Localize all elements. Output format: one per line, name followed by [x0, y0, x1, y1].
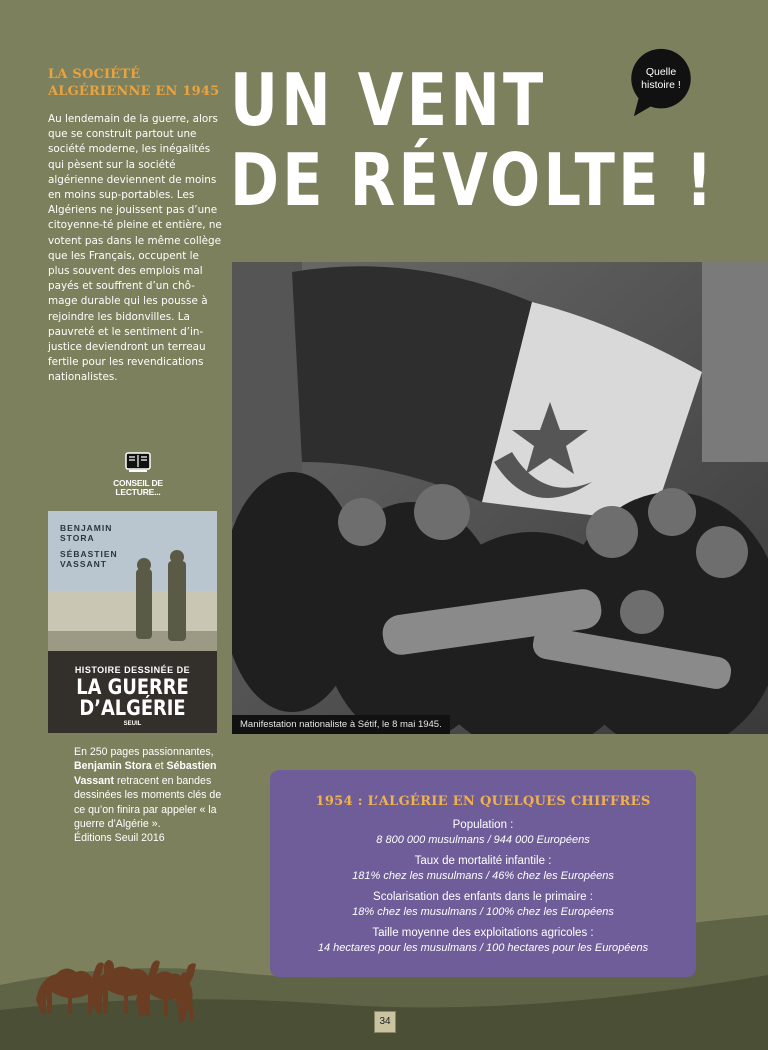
book-edition: Éditions Seuil 2016	[74, 832, 165, 845]
stat-label: Taux de mortalité infantile :	[414, 855, 552, 867]
section-title	[48, 66, 228, 100]
protest-photo-illustration	[232, 262, 768, 734]
book-description	[74, 745, 229, 846]
cover-publisher: SEUIL	[123, 721, 142, 727]
stat-mortality	[270, 854, 696, 884]
cover-author1-line1: BENJAMIN	[60, 523, 113, 533]
cover-author2-line1: SÉBASTIEN	[60, 549, 118, 559]
stat-label: Scolarisation des enfants dans le primaire :	[373, 891, 593, 903]
stat-farm-size	[270, 926, 696, 956]
stat-value: 8 800 000 musulmans / 944 000 Européens	[376, 834, 590, 846]
bubble-line2: histoire !	[641, 79, 681, 91]
reading-tip-line2: LECTURE...	[115, 487, 161, 497]
page-number: 34	[374, 1011, 396, 1033]
stat-schooling	[270, 890, 696, 920]
stat-population	[270, 818, 696, 848]
section-title-line1: LA SOCIÉTÉ	[48, 67, 141, 82]
cover-subtitle: HISTOIRE DESSINÉE DE	[74, 665, 191, 675]
speech-bubble-text	[626, 66, 696, 92]
stats-title: 1954 : L’ALGÉRIE EN QUELQUES CHIFFRES	[315, 794, 651, 809]
headline-line2: DE RÉVOLTE !	[230, 138, 716, 222]
book-cover	[48, 511, 217, 733]
stat-label: Taille moyenne des exploitations agricoles :	[372, 927, 594, 939]
cover-title	[61, 677, 205, 719]
stats-box	[270, 770, 696, 977]
cover-author2	[60, 549, 118, 569]
book-desc-name1: Benjamin Stora	[74, 760, 152, 773]
book-desc-part2: retracent en bandes dessinées les moments clés de ce qu’on finira par appeler « la guerre d’Algérie ».	[74, 774, 222, 831]
cover-title-line1: LA GUERRE	[76, 675, 189, 699]
stat-value: 181% chez les musulmans / 46% chez les Européens	[352, 870, 614, 882]
book-desc-and: et	[154, 760, 164, 773]
book-desc-name2: Sébastien Vassant	[74, 760, 217, 787]
book-icon	[125, 452, 151, 474]
cover-author1-line2: STORA	[60, 533, 95, 543]
cover-author1	[60, 523, 112, 543]
stat-value: 18% chez les musulmans / 100% chez les Européens	[352, 906, 614, 918]
reading-tip-line1: CONSEIL DE	[113, 478, 163, 488]
historical-photo	[232, 262, 768, 734]
book-desc-part1: En 250 pages passionnantes,	[74, 746, 214, 758]
cover-author2-line2: VASSANT	[60, 559, 107, 569]
reading-tip	[98, 452, 178, 497]
section-body-text: Au lendemain de la guerre, alors que se construit partout une société moderne, les inégalités qui pèsent sur la société algérienne deviennent de moins en moins sup-portables. Les Algériens ne jouissent pas d’une citoyenne-té pleine et entière, ne votent pas dans le même collège que les Français, occupent le plus souvent des emplois mal payés et souffrent d’un chô-mage durable qui les pousse à rejoindre les bidonvilles. La pauvreté et le sentiment d’in-justice deviendront un terreau fertile pour les revendications nationalistes.	[48, 113, 222, 384]
stat-label: Population :	[452, 819, 514, 831]
section-title-line2: ALGÉRIENNE EN 1945	[48, 84, 220, 99]
stat-value: 14 hectares pour les musulmans / 100 hectares pour les Européens	[317, 942, 649, 954]
photo-caption: Manifestation nationaliste à Sétif, le 8 mai 1945.	[232, 715, 450, 734]
bubble-line1: Quelle	[645, 66, 677, 78]
cover-title-line2: D’ALGÉRIE	[79, 696, 186, 720]
headline-line1: UN VENT	[230, 58, 547, 142]
